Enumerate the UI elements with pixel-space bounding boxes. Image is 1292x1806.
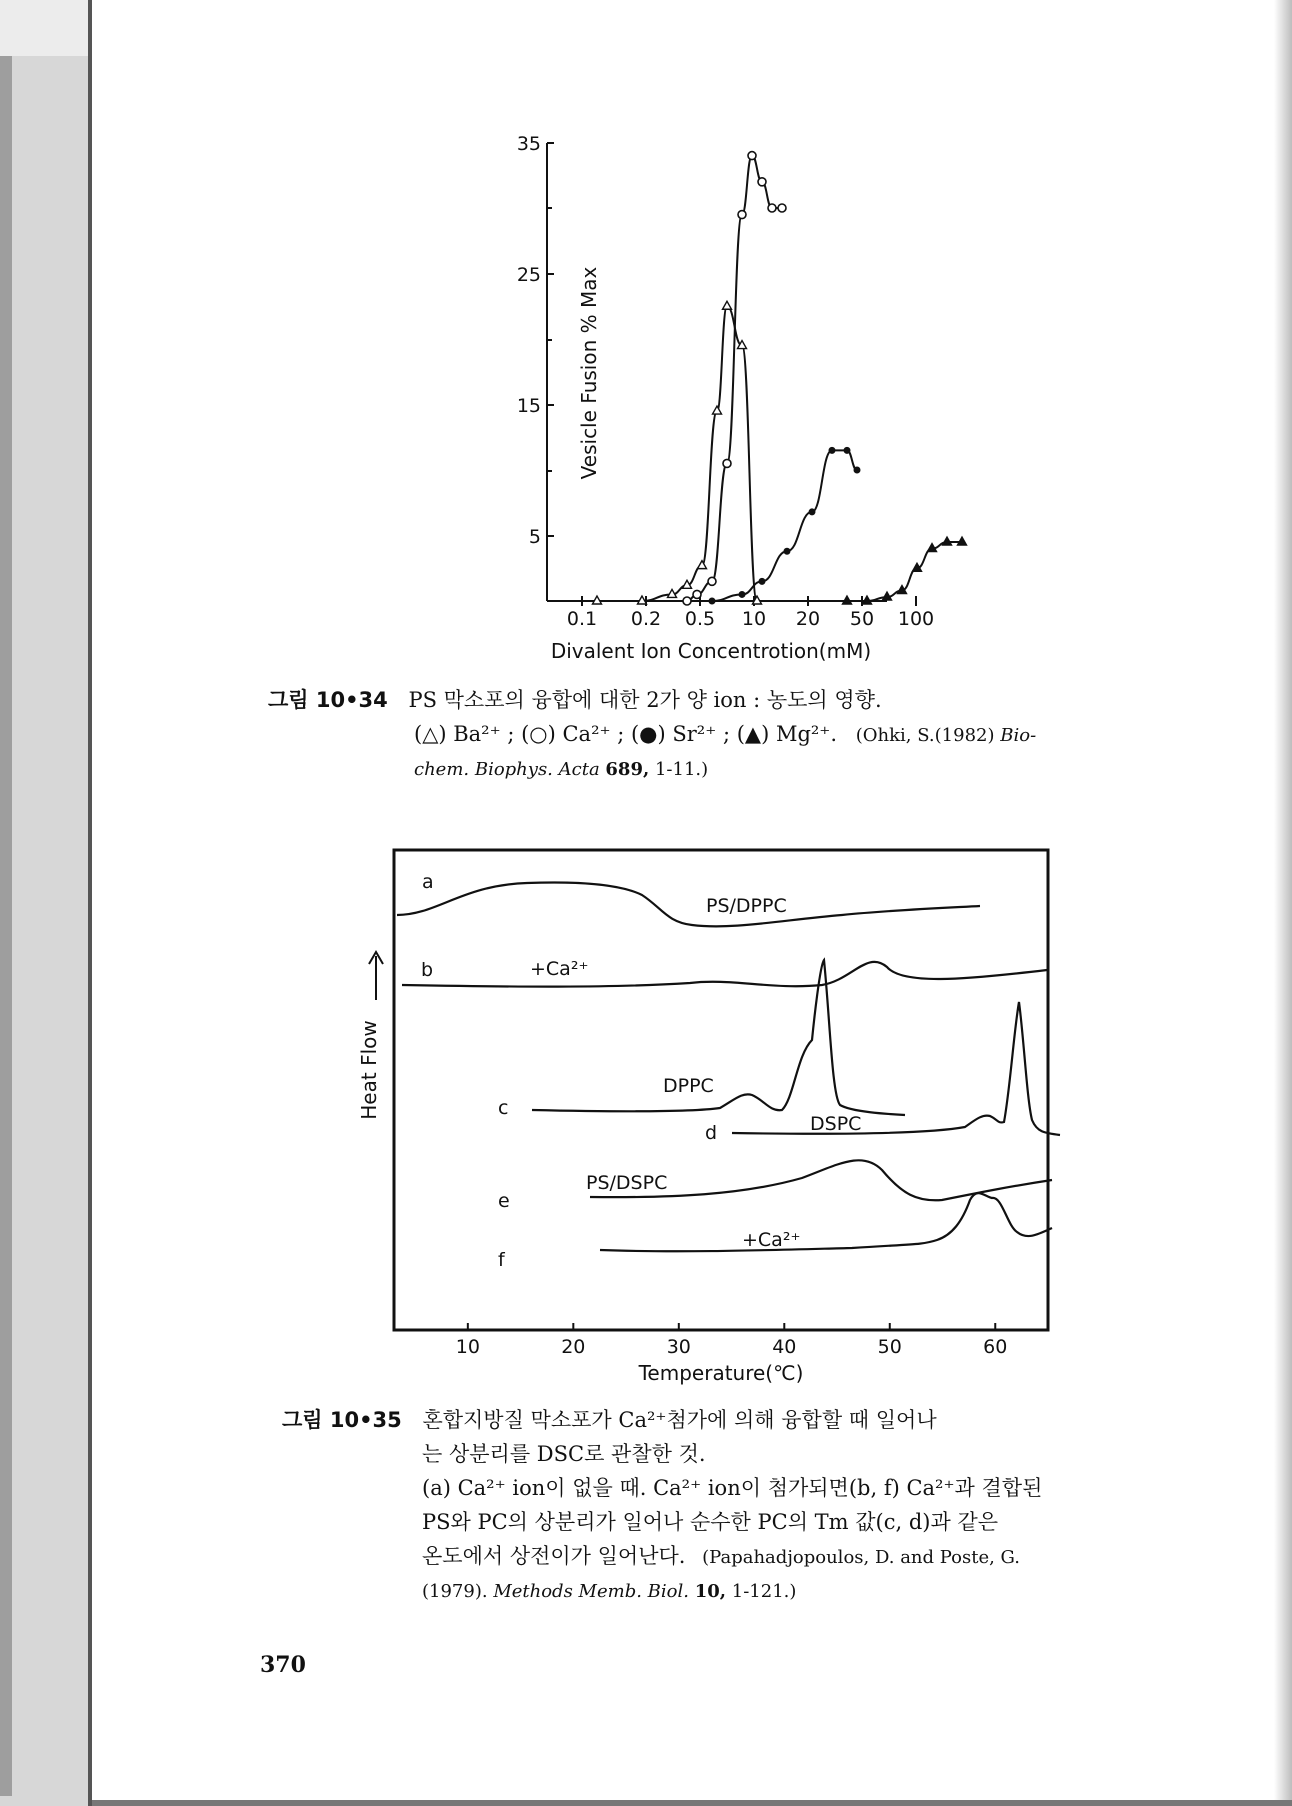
dsc-x-tick-label: 30 [666,1336,691,1358]
ref-journal: Methods Memb. Biol. [493,1581,689,1602]
dsc-curve-f [600,1193,1052,1251]
fusion-y-tick-label: 5 [528,526,541,548]
fusion-series-line-Ba2+ [597,306,757,601]
ref-volume: 689, [605,759,650,780]
caption-fig-number: 그림 10•35 [282,1408,402,1432]
fusion-point-Sr2+ [829,447,836,454]
fusion-point-Sr2+ [844,447,851,454]
dsc-curve-b [402,962,1047,987]
dsc-x-tick-label: 50 [877,1336,902,1358]
fusion-y-axis-label: Vesicle Fusion % Max [577,266,601,480]
dsc-x-tick-label: 20 [561,1336,586,1358]
caption-title-cont: 는 상분리를 DSC로 관찰한 것. [422,1442,706,1466]
fusion-point-Sr2+ [809,508,816,515]
dsc-label-ps-dppc: PS/DPPC [706,895,787,917]
book-top-edge [0,0,92,56]
fusion-x-axis-label: Divalent Ion Concentrotion(mM) [550,639,872,663]
fusion-point-Sr2+ [759,578,766,585]
fusion-y-tick-label: 25 [516,264,541,286]
fusion-series [593,152,967,605]
dsc-x-axis-label: Temperature(℃) [638,1361,804,1385]
dsc-label-ca-f: +Ca²⁺ [742,1229,801,1251]
book-side-edge [0,0,92,1806]
fusion-point-Sr2+ [784,548,791,555]
dsc-x-tick-label: 40 [772,1336,797,1358]
ref-pages: 1-11.) [654,759,709,780]
caption-fig-10-35 [282,1403,1242,1609]
fusion-x-tick-labels [567,608,934,630]
fusion-x-tick-label: 0.5 [684,608,716,630]
dsc-curve-a [397,883,980,927]
ref-volume: 10, [694,1581,727,1602]
fusion-point-Sr2+ [739,591,746,598]
dsc-frame [394,850,1048,1330]
dsc-label-dspc: DSPC [810,1113,862,1135]
dsc-chart [92,830,1274,1390]
fusion-x-tick-label: 100 [897,608,935,630]
dsc-letter-e: e [498,1190,510,1212]
fusion-x-tick-label: 0.1 [566,608,598,630]
caption-body: PS와 PC의 상분리가 일어나 순수한 PC의 Tm 값(c, d)과 같은 [422,1510,999,1534]
fusion-point-Ca2+ [748,152,756,160]
caption-title: 혼합지방질 막소포가 Ca²⁺첨가에 의해 융합할 때 일어나 [422,1408,937,1432]
fusion-x-tick-label: 10 [741,608,767,630]
fusion-point-Sr2+ [709,598,716,605]
fusion-point-Ba2+ [723,301,732,309]
fusion-point-Ca2+ [778,204,786,212]
fusion-x-tick-label: 50 [849,608,875,630]
dsc-curve-labels [530,895,861,1251]
ref-journal: chem. Biophys. Acta [414,759,600,780]
caption-body: 온도에서 상전이가 일어난다. [422,1544,686,1568]
page-number: 370 [260,1652,306,1678]
ref-author: (Papahadjopoulos, D. and Poste, G. [702,1547,1021,1568]
dsc-y-axis-label: Heat Flow [357,1020,381,1120]
dsc-letter-d: d [705,1122,718,1144]
fusion-y-tick-label: 35 [516,133,541,155]
dsc-curve-letters [421,871,717,1271]
fusion-series-line-Ca2+ [687,156,782,601]
caption-legend: (△) Ba²⁺ ; (○) Ca²⁺ ; (●) Sr²⁺ ; (▲) Mg²⁺. [414,722,838,746]
fusion-point-Ba2+ [698,561,707,569]
fusion-point-Ca2+ [693,590,701,598]
dsc-letter-f: f [498,1249,505,1271]
dsc-label-dppc: DPPC [663,1075,714,1097]
ref-pages: 1-121.) [731,1581,797,1602]
fusion-point-Ca2+ [683,597,691,605]
fusion-series-line-Sr2+ [712,450,857,601]
caption-fig-number: 그림 10•34 [268,688,388,712]
dsc-x-tick-label: 10 [455,1336,480,1358]
dsc-curves [397,883,1060,1252]
dsc-curve-c [532,960,905,1115]
fusion-x-tick-label: 20 [795,608,821,630]
fusion-point-Ca2+ [708,577,716,585]
fusion-y-tick-label: 15 [516,395,541,417]
fusion-point-Ca2+ [738,211,746,219]
dsc-letter-b: b [421,959,434,981]
fusion-point-Ca2+ [758,178,766,186]
caption-reference [856,725,1036,746]
page-right-shadow [1274,0,1292,1806]
dsc-letter-c: c [498,1097,509,1119]
page-bottom-edge [92,1800,1292,1806]
ref-journal: Bio- [1000,725,1037,746]
fusion-point-Ca2+ [768,204,776,212]
fusion-point-Sr2+ [854,467,861,474]
caption-body: (a) Ca²⁺ ion이 없을 때. Ca²⁺ ion이 첨가되면(b, f) Ca²⁺과 결합된 [422,1476,1043,1500]
fusion-point-Ca2+ [723,459,731,467]
ref-year: (1979). [422,1581,488,1602]
fusion-y-tick-labels [517,133,541,548]
caption-title: PS 막소포의 융합에 대한 2가 양 ion : 농도의 영향. [408,688,882,712]
book-spine [0,56,12,1796]
fusion-x-tick-label: 0.2 [630,608,662,630]
dsc-label-ps-dspc: PS/DSPC [586,1172,668,1194]
dsc-x-tick-label: 60 [983,1336,1008,1358]
fusion-chart [92,0,1274,690]
ref-author: (Ohki, S.(1982) [855,725,995,746]
book-page [92,0,1274,1800]
dsc-x-ticks [456,1323,1008,1358]
dsc-letter-a: a [422,871,434,893]
caption-fig-10-34 [268,683,1228,787]
fusion-point-Ba2+ [713,406,722,414]
dsc-label-ca-b: +Ca²⁺ [530,958,589,980]
